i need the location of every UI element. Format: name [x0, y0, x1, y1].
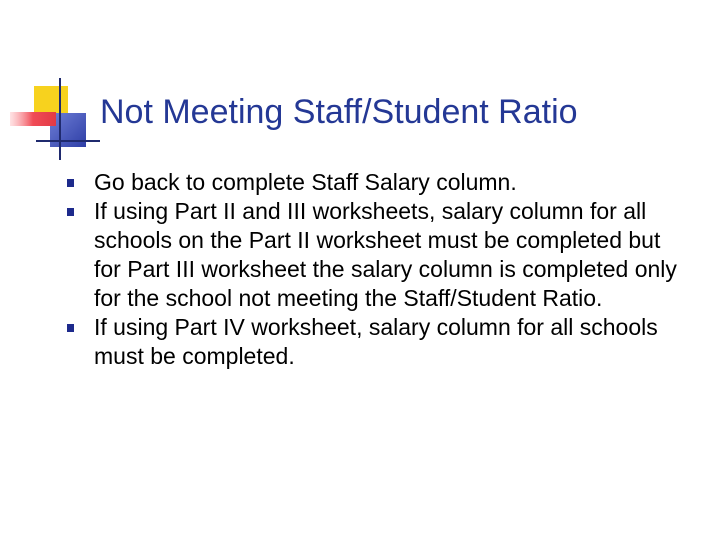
square-bullet-icon: [67, 179, 74, 187]
bullet-list: [64, 168, 684, 371]
bullet-item: [64, 168, 684, 197]
slide-title: Not Meeting Staff/Student Ratio: [100, 93, 578, 131]
square-bullet-icon: [67, 324, 74, 332]
bullet-text: If using Part IV worksheet, salary column for all schools must be completed.: [94, 314, 658, 369]
bullet-item: [64, 197, 684, 313]
title-rule: [36, 140, 100, 142]
bullet-text: If using Part II and III worksheets, salary column for all schools on the Part II worksheet must be completed but for Part III worksheet the salary column is completed only for the school not meeting the Staff/Student Ratio.: [94, 198, 677, 311]
slide-logo-icon: [0, 0, 100, 170]
bullet-item: [64, 313, 684, 371]
bullet-text: Go back to complete Staff Salary column.: [94, 169, 517, 195]
square-bullet-icon: [67, 208, 74, 216]
